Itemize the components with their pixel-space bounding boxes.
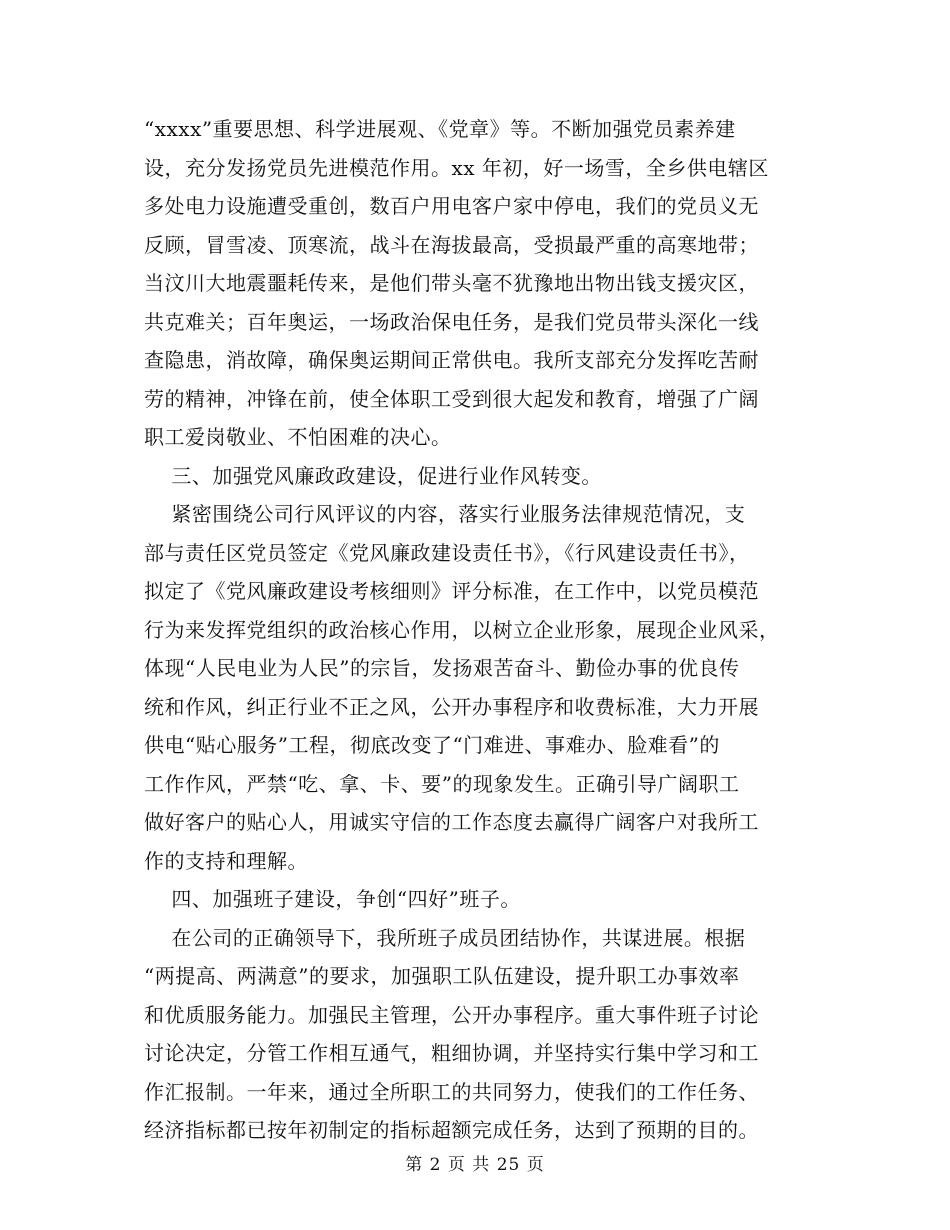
text-line: 劳的精神，冲锋在前，使全体职工受到很大起发和教育，增强了广阔 [144,386,759,411]
text-line: 讨论决定，分管工作相互通气，粗细协调，并坚持实行集中学习和工 [144,1041,759,1065]
text-line: 当汶川大地震噩耗传来，是他们带头毫不犹豫地出物出钱支援灾区， [144,271,759,295]
body-text [144,110,824,1150]
section-heading: 四、加强班子建设，争创“四好”班子。 [144,887,521,911]
text-line: 设，充分发扬党员先进模范作用。xx 年初，好一场雪，全乡供电辖区 [144,155,769,180]
section-heading: 三、加强党风廉政政建设，促进行业作风转变。 [144,463,602,488]
text-line: 拟定了《党风廉政建设考核细则》评分标准，在工作中，以党员模范 [144,579,759,603]
text-line: 做好客户的贴心人，用诚实守信的工作态度去赢得广阔客户对我所工 [144,810,759,834]
text-line: “两提高、两满意”的要求，加强职工队伍建设，提升职工办事效率 [144,964,740,988]
text-line: 查隐患，消故障，确保奥运期间正常供电。我所支部充分发挥吃苦耐 [144,348,759,372]
text-line: 统和作风，纠正行业不正之风，公开办事程序和收费标准，大力开展 [144,694,759,719]
text-line: 紧密围绕公司行风评议的内容，落实行业服务法律规范情况，支 [144,502,746,526]
text-line: “xxxx”重要思想、科学进展观、《党章》等。不断加强党员素养建 [144,117,736,141]
text-line: 职工爱岗敬业、不怕困难的决心。 [144,425,452,449]
text-line: 作汇报制。一年来，通过全所职工的共同努力，使我们的工作任务、 [144,1079,759,1104]
text-line: 经济指标都已按年初制定的指标超额完成任务，达到了预期的目的。 [144,1118,759,1142]
page-number-footer: 第 2 页 共 25 页 [405,1155,545,1175]
text-line: 共克难关；百年奥运，一场政治保电任务，是我们党员带头深化一线 [144,309,759,334]
text-line: 体现“人民电业为人民”的宗旨，发扬艰苦奋斗、勤俭办事的优良传 [144,656,740,680]
text-line: 在公司的正确领导下，我所班子成员团结协作，共谋进展。根据 [144,925,746,950]
text-line: 行为来发挥党组织的政治核心作用，以树立企业形象，展现企业风采， [144,617,780,642]
text-line: 多处电力设施遭受重创，数百户用电客户家中停电，我们的党员义无 [144,194,759,218]
text-line: 工作作风，严禁“吃、拿、卡、要”的现象发生。正确引导广阔职工 [144,771,740,796]
text-line: 反顾，冒雪凌、顶寒流，战斗在海拔最高，受损最严重的高寒地带； [144,232,759,257]
text-line: 部与责任区党员签定《党风廉政建设责任书》，《行风建设责任书》， [144,540,750,565]
text-line: 作的支持和理解。 [144,848,308,873]
text-line: 和优质服务能力。加强民主管理，公开办事程序。重大事件班子讨论 [144,1002,759,1027]
text-line: 供电“贴心服务”工程，彻底改变了“门难进、事难办、脸难看”的 [144,733,720,757]
